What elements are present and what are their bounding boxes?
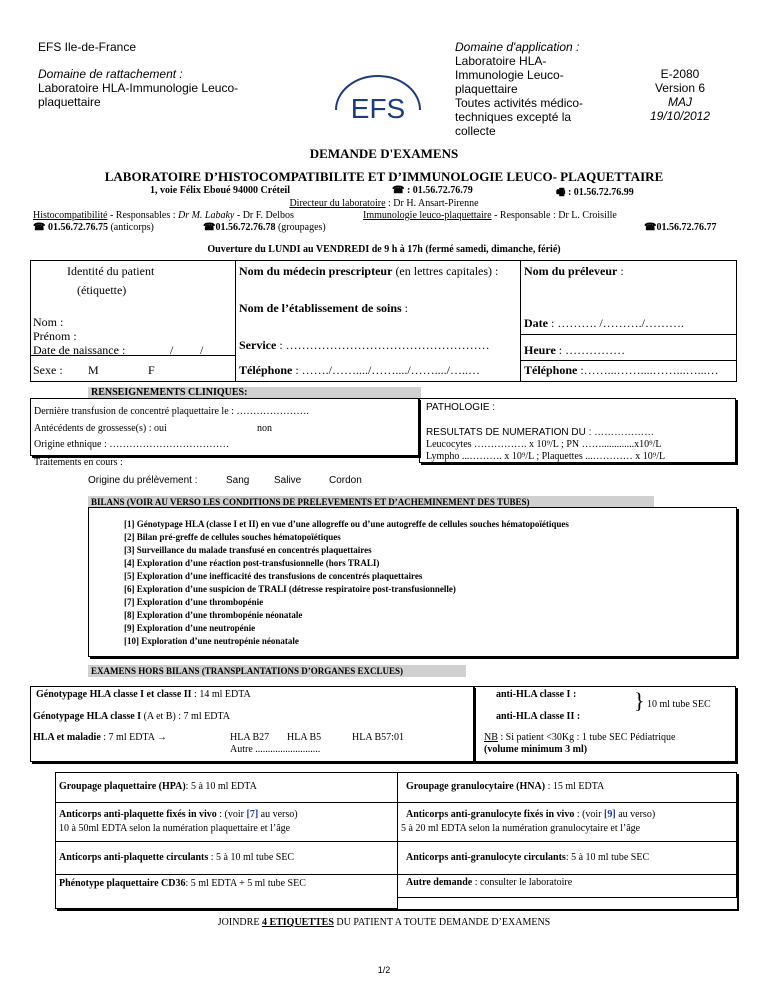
patient-id-title: Identité du patient xyxy=(67,264,155,278)
patient-nom-label: Nom : xyxy=(33,315,64,329)
hpa-volume: : 5 à 10 ml EDTA xyxy=(185,781,257,792)
attach-label: Domaine de rattachement : xyxy=(38,67,183,81)
pregnancy-history[interactable]: Antécédents de grossesse(s) : oui xyxy=(34,423,167,434)
tube-volume: 10 ml tube SEC xyxy=(647,699,711,710)
sampler-label: Nom du préleveur xyxy=(524,264,618,278)
director-name: : Dr H. Ansart-Pirenne xyxy=(385,198,479,209)
agc-label: Anticorps anti-granulocyte circulants xyxy=(406,852,566,863)
anti-hla-class-1[interactable]: anti-HLA classe I : xyxy=(496,689,577,700)
last-transfusion[interactable]: Dernière transfusion de concentré plaquettaire le : …………………. xyxy=(34,406,309,417)
agc-volume: : 5 à 10 ml tube SEC xyxy=(565,852,650,863)
agfiv-label: Anticorps anti-granulocyte fixés in vivo xyxy=(406,809,575,820)
nb-volume: (volume minimum 3 ml) xyxy=(484,744,588,755)
service-dots: : …………………………………………… xyxy=(276,338,490,352)
doc-version: Version 6 xyxy=(654,81,706,95)
nb-label: NB xyxy=(484,732,498,743)
histo-line xyxy=(33,210,294,221)
footer-join: JOINDRE xyxy=(217,917,262,928)
facility-field[interactable] xyxy=(239,301,408,316)
doc-maj: MAJ xyxy=(668,95,692,109)
facility-label: Nom de l’établissement de soins xyxy=(239,301,402,315)
agfiv-volume: 5 à 20 ml EDTA selon la numération granulocytaire et l’âge xyxy=(401,823,641,834)
geno-class-1-volume: (A et B) : 7 ml EDTA xyxy=(141,711,230,722)
geno-class-1-2[interactable] xyxy=(36,689,251,700)
pathology-label[interactable]: PATHOLOGIE : xyxy=(426,402,496,413)
date-label: Date xyxy=(524,316,548,330)
hla-disease-volume: : 7 ml EDTA → xyxy=(100,732,167,743)
sexe-f[interactable]: F xyxy=(148,363,155,377)
sampler-phone-dots: :……...……....……...…...… xyxy=(577,363,719,377)
app-domain xyxy=(455,40,583,138)
time-label: Heure xyxy=(524,343,556,357)
agfiv-ref: [9] xyxy=(604,809,616,820)
date-field[interactable] xyxy=(524,316,684,331)
sampler-field[interactable] xyxy=(524,264,624,279)
bilans-list xyxy=(124,518,569,648)
immuno-line xyxy=(363,210,617,221)
other-note: : consulter le laboratoire xyxy=(472,877,573,888)
cd36-volume: : 5 ml EDTA + 5 ml tube SEC xyxy=(185,878,306,889)
divider xyxy=(235,260,236,382)
lab-address: 1, voie Félix Eboué 94000 Créteil xyxy=(150,185,290,196)
immuno-label: Immunologie leuco-plaquettaire xyxy=(363,210,492,221)
app-domain-line: collecte xyxy=(455,124,496,138)
bilan-item[interactable]: [10] Exploration d’une neutropénie néonatale xyxy=(124,636,299,646)
sample-origin-label: Origine du prélèvement : xyxy=(88,475,198,486)
hla-b27[interactable]: HLA B27 xyxy=(230,732,270,743)
apfiv-ref: [7] xyxy=(246,809,259,820)
pregnancy-no[interactable]: non xyxy=(257,423,272,434)
time-field[interactable] xyxy=(524,343,625,358)
hla-other[interactable]: Autre .......................... xyxy=(230,744,321,755)
phone-anticorps-note: (anticorps) xyxy=(107,222,154,233)
footer-rest: DU PATIENT A TOUTE DEMANDE D’EXAMENS xyxy=(333,917,551,928)
sampler-phone-field[interactable] xyxy=(524,363,719,378)
hna-label: Groupage granulocytaire (HNA) xyxy=(406,781,546,792)
geno-class-1[interactable] xyxy=(33,711,230,722)
app-domain-line: Toutes activités médico- xyxy=(455,96,584,110)
leuco-count[interactable]: Leucocytes ……………. x 10⁹/L ; PN …….............x10⁹/L xyxy=(426,439,662,450)
brace-icon: } xyxy=(634,688,645,713)
attach-value: Laboratoire HLA-Immunologie Leuco-plaquettaire xyxy=(38,81,239,109)
anti-hla-class-2[interactable]: anti-HLA classe II : xyxy=(496,711,581,722)
bilan-item[interactable]: [3] Surveillance du malade transfusé en concentrés plaquettaires xyxy=(124,545,372,555)
app-domain-label: Domaine d'application : xyxy=(455,40,580,54)
agfiv-end: au verso) xyxy=(615,809,656,820)
phone-dots: : ……./……..../……..../……..../…..… xyxy=(292,363,481,377)
apfiv-end: au verso) xyxy=(258,809,298,820)
apc-label: Anticorps anti-plaquette circulants xyxy=(59,852,209,863)
histo-name-1: Dr M. Labaky xyxy=(177,210,235,221)
lab-tel: ☎ : 01.56.72.76.79 xyxy=(392,185,473,196)
phone-immuno: ☎01.56.72.76.77 xyxy=(644,222,717,233)
footer-count: 4 ETIQUETTES xyxy=(261,917,334,928)
prescriber-hint: (en lettres capitales) : xyxy=(392,264,499,278)
cd36-text xyxy=(59,878,306,889)
apfiv-volume: 10 à 50ml EDTA selon la numération plaquettaire et l’âge xyxy=(59,823,291,834)
director xyxy=(0,198,768,209)
origin-blood[interactable]: Sang xyxy=(226,475,250,486)
apc-text xyxy=(59,852,294,863)
hors-heading: EXAMENS HORS BILANS (TRANSPLANTATIONS D’ORGANES EXCLUES) xyxy=(88,665,466,677)
time-dots: : …………… xyxy=(555,343,626,357)
hla-disease[interactable] xyxy=(33,732,167,743)
clinical-heading: RENSEIGNEMENTS CLINIQUES: xyxy=(88,387,421,399)
bilan-item[interactable]: [8] Exploration d’une thrombopénie néonatale xyxy=(124,610,303,620)
hla-b5[interactable]: HLA B5 xyxy=(287,732,322,743)
app-domain-line: Immunologie Leuco- xyxy=(455,68,564,82)
hpa-label: Groupage plaquettaire (HPA) xyxy=(59,781,186,792)
hna-text xyxy=(406,781,604,792)
doc-ref: E-2080 xyxy=(660,67,700,81)
sampler-colon: : xyxy=(617,264,624,278)
apfiv-label: Anticorps anti-plaquette fixés in vivo xyxy=(59,809,217,820)
director-label: Directeur du laboratoire xyxy=(289,198,386,209)
phone-groupages: ☎01.56.72.76.78 xyxy=(203,222,276,233)
geno-class-1-2-label: Génotypage HLA classe I et classe II xyxy=(36,689,192,700)
divider xyxy=(520,334,737,335)
app-domain-line: plaquettaire xyxy=(455,82,518,96)
apfiv-text xyxy=(59,808,298,836)
nb-note xyxy=(484,732,675,743)
opening-hours: Ouverture du LUNDI au VENDREDI de 9 h à 17h (fermé samedi, dimanche, férié) xyxy=(207,244,561,255)
bilan-item[interactable]: [2] Bilan pré-greffe de cellules souches hématopoïétiques xyxy=(124,532,341,542)
geno-class-1-2-volume: : 14 ml EDTA xyxy=(191,689,251,700)
dob-slash: / xyxy=(200,343,204,357)
bilan-item[interactable]: [4] Exploration d’une réaction post-transfusionnelle (hors TRALI) xyxy=(124,558,380,568)
histo-label: Histocompatibilité xyxy=(33,210,108,221)
efs-logo xyxy=(328,70,428,125)
current-treatments[interactable]: Traitements en cours : xyxy=(34,457,123,468)
divider xyxy=(520,260,521,382)
doc-date: 19/10/2012 xyxy=(649,109,711,123)
org-name: EFS Ile-de-France xyxy=(38,40,137,54)
footer-note xyxy=(0,917,768,928)
count-results[interactable]: RESULTATS DE NUMERATION DU : ……………… xyxy=(426,427,655,438)
hla-disease-label: HLA et maladie xyxy=(33,732,101,743)
immuno-resp: - Responsable : Dr L. Croisille xyxy=(491,210,617,221)
lab-fax: 🖷 : 01.56.72.76.99 xyxy=(556,187,634,198)
hpa-text xyxy=(59,781,257,792)
lab-title: LABORATOIRE D’HISTOCOMPATIBILITE ET D’IMMUNOLOGIE LEUCO- PLAQUETTAIRE xyxy=(104,169,664,184)
apc-volume: : 5 à 10 ml tube SEC xyxy=(208,852,295,863)
apfiv-see: : (voir xyxy=(216,809,247,820)
bilan-item[interactable]: [1] Génotypage HLA (classe I et II) en vue d’une allogreffe ou d’une autogreffe de cellules souches hématopoïétiques xyxy=(124,519,569,529)
page-number: 1/2 xyxy=(377,965,391,975)
page-title: DEMANDE D'EXAMENS xyxy=(309,146,459,161)
bilan-item[interactable]: [6] Exploration d’une suspicion de TRALI (détresse respiratoire post-transfusionnelle) xyxy=(124,584,456,594)
patient-etiquette: (étiquette) xyxy=(77,283,127,297)
nb-text: : Si patient <30Kg : 1 tube SEC Pédiatrique xyxy=(497,732,676,743)
cd36-label: Phénotype plaquettaire CD36 xyxy=(59,878,186,889)
bilans-heading: BILANS (VOIR AU VERSO LES CONDITIONS DE PRELEVEMENTS ET D’ACHEMINEMENT DES TUBES) xyxy=(88,496,654,508)
patient-dob-label: Date de naissance : xyxy=(33,343,126,357)
origin-cord[interactable]: Cordon xyxy=(329,475,362,486)
dob-slash: / xyxy=(170,343,174,357)
origin-saliva[interactable]: Salive xyxy=(274,475,302,486)
app-domain-line: techniques excepté la xyxy=(455,110,572,124)
date-dots: : ………. /………./………. xyxy=(548,316,685,330)
histo-name-2: - Dr F. Delbos xyxy=(234,210,294,221)
patient-sexe-label: Sexe : xyxy=(33,363,63,377)
agc-text xyxy=(406,852,649,863)
phones-line xyxy=(33,222,154,233)
other-text xyxy=(406,877,572,888)
phones-line-2 xyxy=(203,222,326,233)
patient-prenom-label: Prénom : xyxy=(33,329,77,343)
sexe-m[interactable]: M xyxy=(88,363,99,377)
bilan-item[interactable]: [7] Exploration d’une thrombopénie xyxy=(124,597,264,607)
other-label: Autre demande xyxy=(406,877,473,888)
service-label: Service xyxy=(239,338,277,352)
geno-class-1-label: Génotypage HLA classe I xyxy=(33,711,142,722)
histo-resp: - Responsables : xyxy=(107,210,178,221)
phone-label: Téléphone xyxy=(239,363,293,377)
logo-text: EFS xyxy=(350,93,406,124)
doc-ref-block xyxy=(630,67,730,123)
hla-b5701[interactable]: HLA B57:01 xyxy=(352,732,404,743)
prescriber-field[interactable] xyxy=(239,264,498,279)
bilan-item[interactable]: [5] Exploration d’une inefficacité des transfusions de concentrés plaquettaires xyxy=(124,571,423,581)
app-domain-line: Laboratoire HLA- xyxy=(455,54,547,68)
bilan-item[interactable]: [9] Exploration d’une neutropénie xyxy=(124,623,256,633)
phone-anticorps: ☎ 01.56.72.76.75 xyxy=(33,222,108,233)
sampler-phone-label: Téléphone xyxy=(524,363,578,377)
prescriber-label: Nom du médecin prescripteur xyxy=(239,264,393,278)
phone-field[interactable] xyxy=(239,363,480,378)
agfiv-see: : (voir xyxy=(574,809,605,820)
service-field[interactable] xyxy=(239,338,490,353)
ethnic-origin[interactable]: Origine ethnique : ……………………………… xyxy=(34,439,230,450)
agfiv-text xyxy=(401,808,655,836)
divider xyxy=(520,360,737,361)
phone-groupages-note: (groupages) xyxy=(275,222,326,233)
hna-volume: : 15 ml EDTA xyxy=(545,781,605,792)
facility-colon: : xyxy=(401,301,409,315)
lympho-count[interactable]: Lympho ...………. x 10⁹/L ; Plaquettes ...………… x 10⁹/L xyxy=(426,451,666,462)
